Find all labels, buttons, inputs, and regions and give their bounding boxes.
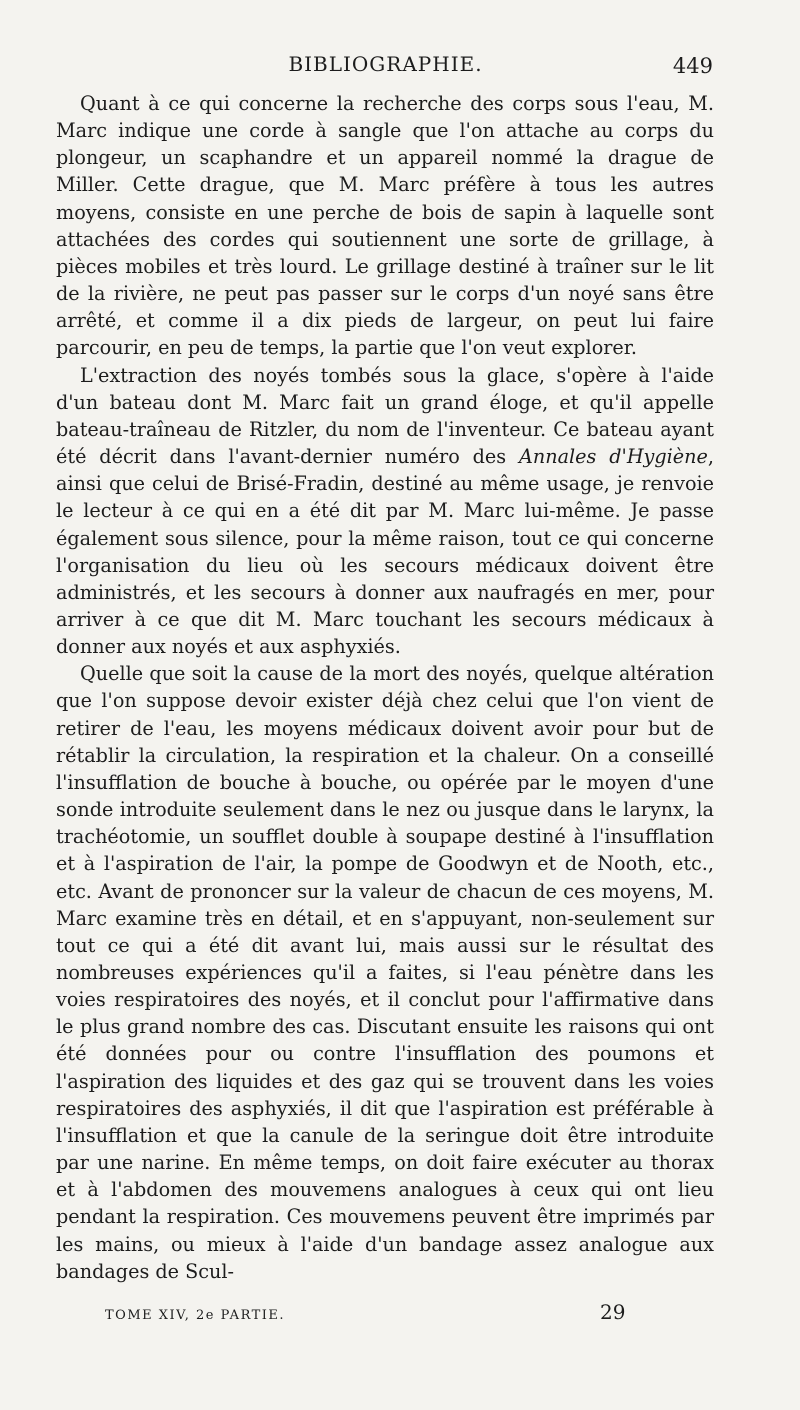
body-text bbox=[56, 90, 714, 1285]
page-number: 449 bbox=[672, 54, 713, 78]
paragraph-1: Quant à ce qui concerne la recherche des corps sous l'eau, M. Marc indique une corde à sangle que l'on attache au corps du plongeur, un scaphandre et un appareil nommé la drague de Miller. Cette drague, que M. Marc préfère à tous les autres moyens, consiste en une perche de bois de sapin à laquelle sont attachées des cordes qui soutiennent une sorte de grillage, à pièces mobiles et très lourd. Le grillage destiné à traîner sur le lit de la rivière, ne peut pas passer sur le corps d'un noyé sans être arrêté, et comme il a dix pieds de largeur, on peut lui faire parcourir, en peu de temps, la partie que l'on veut explorer. bbox=[56, 92, 714, 360]
paragraph-2 bbox=[56, 362, 714, 661]
page-footer bbox=[105, 1300, 645, 1330]
signature-number: 29 bbox=[600, 1300, 626, 1324]
signature-mark: TOME XIV, 2e PARTIE. bbox=[105, 1308, 286, 1323]
journal-title-italic: Annales d'Hygiène bbox=[519, 445, 708, 469]
running-title: BIBLIOGRAPHIE. bbox=[288, 52, 483, 76]
page-header bbox=[58, 52, 713, 88]
paragraph-2-text-b: , ainsi que celui de Brisé-Fradin, destiné au même usage, je renvoie le lecteur à ce qui en a été dit par M. Marc lui-même. Je passe également sous silence, pour la même raison, tout ce qui concerne l'organisation du lieu où les secours médicaux doivent être administrés, et les secours à donner aux naufragés en mer, pour arriver à ce que dit M. Marc touchant les secours médicaux à donner aux noyés et aux asphyxiés. bbox=[56, 445, 714, 659]
paragraph-3: Quelle que soit la cause de la mort des noyés, quelque altération que l'on suppose devoir exister déjà chez celui que l'on vient de retirer de l'eau, les moyens médicaux doivent avoir pour but de rétablir la circulation, la respiration et la chaleur. On a conseillé l'insufflation de bouche à bouche, ou opérée par le moyen d'une sonde introduite seulement dans le nez ou jusque dans le larynx, la trachéotomie, un soufflet double à soupape destiné à l'insufflation et à l'aspiration de l'air, la pompe de Goodwyn et de Nooth, etc., etc. Avant de prononcer sur la valeur de chacun de ces moyens, M. Marc examine très en détail, et en s'appuyant, non-seulement sur tout ce qui a été dit avant lui, mais aussi sur le résultat des nombreuses expériences qu'il a faites, si l'eau pénètre dans les voies respiratoires des noyés, et il conclut pour l'affirmative dans le plus grand nombre des cas. Discutant ensuite les raisons qui ont été données pour ou contre l'insufflation des poumons et l'aspiration des liquides et des gaz qui se trouvent dans les voies respiratoires des asphyxiés, il dit que l'aspiration est préférable à l'insufflation et que la canule de la seringue doit être introduite par une narine. En même temps, on doit faire exécuter au thorax et à l'abdomen des mouvemens analogues à ceux qui ont lieu pendant la respiration. Ces mouvemens peuvent être imprimés par les mains, ou mieux à l'aide d'un bandage assez analogue aux bandages de Scul- bbox=[56, 662, 714, 1283]
paragraph-2-text-a: L'extraction des noyés tombés sous la glace, s'opère à l'aide d'un bateau dont M. Marc fait un grand éloge, et qu'il appelle bateau-traîneau de Ritzler, du nom de l'inventeur. Ce bateau ayant été décrit dans l'avant-dernier numéro des bbox=[56, 363, 714, 469]
